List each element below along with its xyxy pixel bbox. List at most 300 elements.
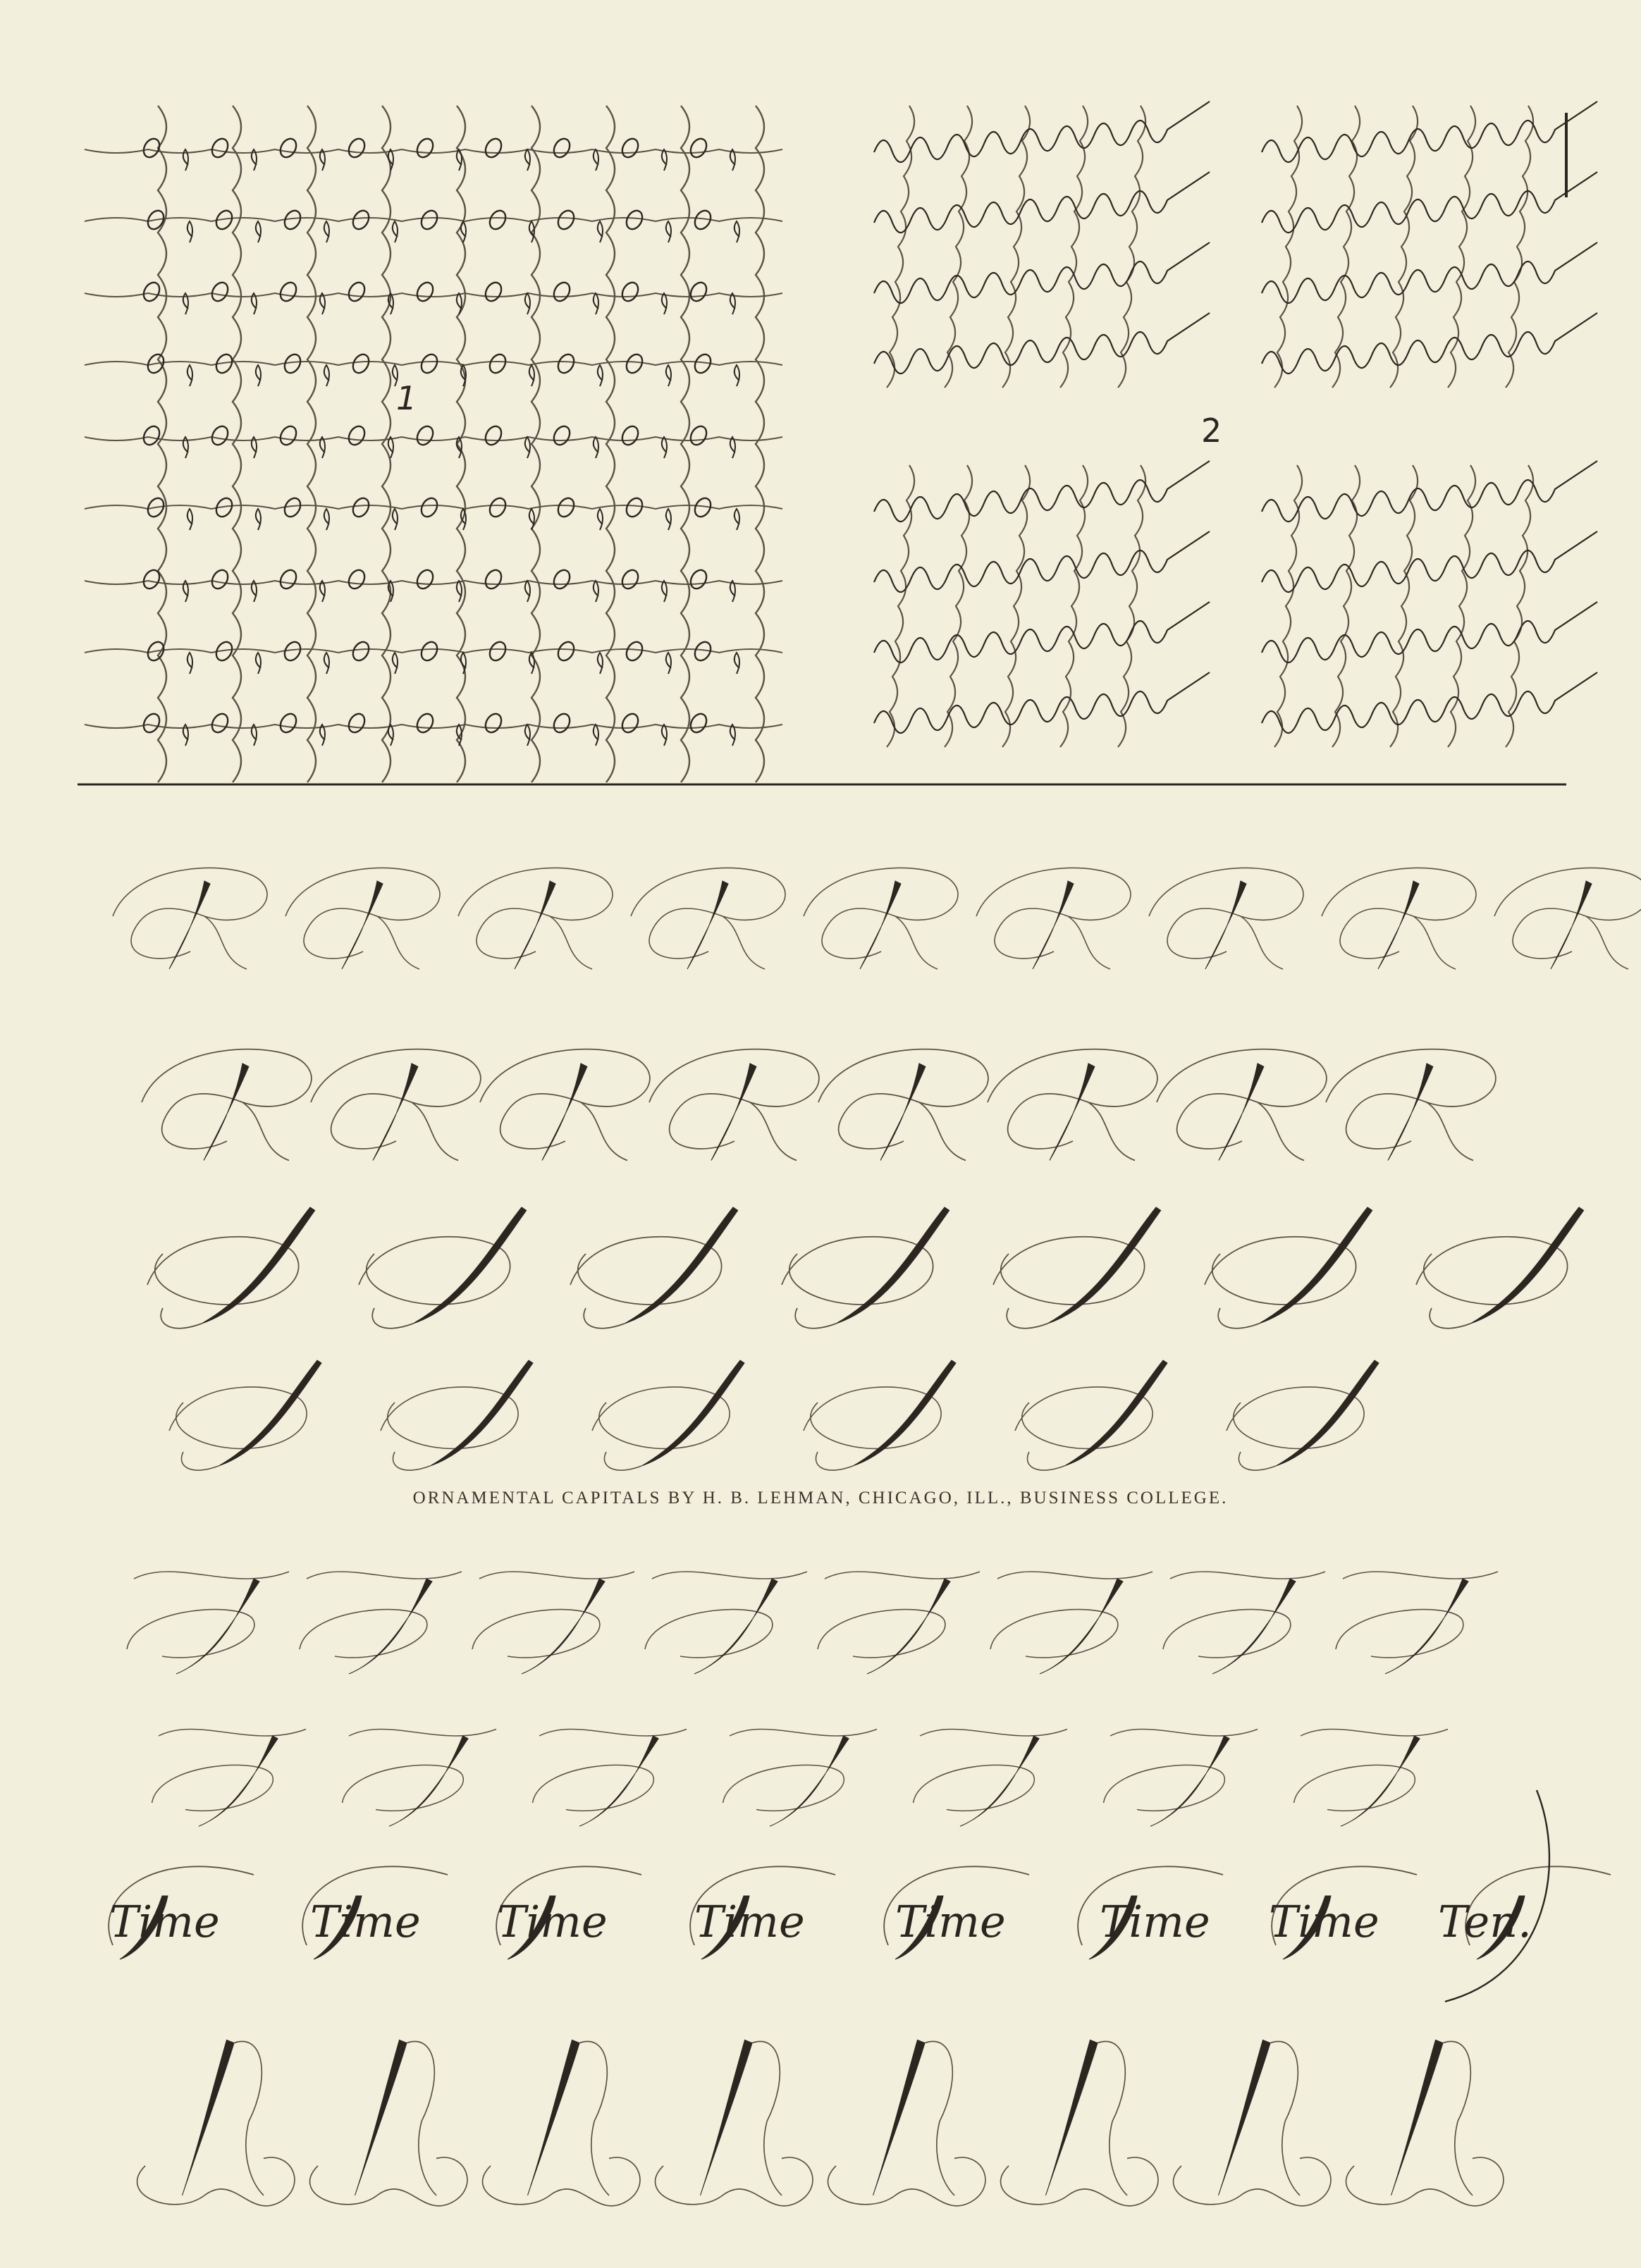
ornamental-capital	[804, 1360, 956, 1470]
practice-oval	[482, 424, 504, 448]
slant-stroke	[1390, 465, 1418, 747]
loop-stroke	[324, 653, 329, 674]
practice-oval	[277, 711, 299, 735]
practice-oval	[350, 208, 371, 232]
practice-word: Time	[895, 1896, 1006, 1947]
shaded-stem	[183, 2040, 235, 2196]
loop-stroke	[525, 437, 530, 458]
tail-stroke	[816, 1452, 853, 1470]
practice-oval	[350, 352, 371, 376]
practice-oval	[486, 639, 508, 663]
ornamental-capital	[1322, 868, 1476, 969]
tail-stroke	[1239, 1452, 1276, 1470]
loop-stroke	[529, 365, 534, 386]
ornamental-capital	[137, 2040, 295, 2206]
practice-oval	[209, 136, 231, 160]
loop-stroke	[594, 437, 598, 458]
practice-oval	[140, 280, 162, 304]
return-stroke	[579, 2042, 609, 2195]
flourish-loop	[1205, 1237, 1356, 1305]
shaded-stem	[1551, 881, 1592, 969]
shaded-stem	[1150, 1736, 1229, 1826]
loop-stroke	[393, 221, 398, 242]
ornamental-capital	[1294, 1730, 1449, 1827]
ornamental-capital	[914, 1730, 1068, 1827]
cap-stroke	[920, 1730, 1067, 1737]
connected-letters-stroke	[874, 172, 1210, 233]
shaded-stem	[770, 1736, 849, 1826]
practice-oval	[692, 495, 713, 519]
practice-oval	[551, 424, 572, 448]
practice-oval	[418, 639, 440, 663]
leg-stroke	[1427, 1102, 1473, 1161]
ornamental-capital	[988, 1049, 1157, 1161]
ornamental-capital	[631, 868, 785, 969]
loop-stroke	[730, 581, 735, 602]
practice-oval	[619, 136, 641, 160]
practice-oval	[281, 495, 303, 519]
flourish-loop	[1294, 1765, 1415, 1811]
loop-stroke	[324, 221, 329, 242]
flourish-loop	[1336, 1610, 1463, 1658]
shaded-stem	[176, 1579, 259, 1674]
wavy-vertical-stroke	[233, 106, 241, 782]
ornamental-capital	[533, 1730, 687, 1827]
slant-stroke	[945, 106, 972, 388]
shaded-stem	[711, 1064, 756, 1161]
loop-stroke	[525, 725, 530, 746]
cap-stroke	[159, 1730, 306, 1737]
ornamental-capital	[1001, 2040, 1158, 2206]
capitals-row-6	[152, 1730, 1449, 1827]
practice-oval	[350, 495, 371, 519]
cap-stroke	[349, 1730, 496, 1737]
connected-letters-stroke	[874, 461, 1210, 522]
flourish-loop	[1163, 1610, 1291, 1658]
loop-stroke	[188, 509, 192, 530]
ornamental-capital	[169, 1360, 321, 1470]
cap-stroke	[1301, 1730, 1448, 1737]
flourish-loop	[142, 1049, 312, 1149]
shaded-stem	[880, 1064, 926, 1161]
connected-letters-stroke	[874, 672, 1210, 733]
practice-oval	[692, 208, 713, 232]
shaded-stem	[528, 2040, 580, 2196]
loop-stroke	[666, 365, 671, 386]
flourish-loop	[1104, 1765, 1225, 1811]
ornamental-capital	[1149, 868, 1303, 969]
letter-block	[874, 461, 1210, 747]
ornamental-capital	[1157, 1049, 1327, 1161]
slant-stroke	[1002, 106, 1030, 388]
ornamental-capital	[570, 1207, 738, 1329]
practice-oval	[687, 280, 709, 304]
shaded-stem	[522, 1579, 605, 1674]
ornamental-capital	[1104, 1730, 1258, 1827]
flourish-loop	[1157, 1049, 1327, 1149]
loop-stroke	[735, 509, 739, 530]
shaded-stem	[204, 1064, 249, 1161]
wavy-vertical-stroke	[382, 106, 391, 782]
ornamental-capital	[480, 1049, 650, 1161]
leg-stroke	[750, 1102, 797, 1161]
time-practice-row	[0, 1896, 1641, 1980]
ornamental-capital	[656, 2040, 813, 2206]
loop-stroke	[594, 725, 598, 746]
tail-stroke	[1027, 1452, 1064, 1470]
shaded-stem	[873, 2040, 926, 2196]
practice-oval	[619, 711, 641, 735]
practice-oval	[692, 639, 713, 663]
loop-stroke	[598, 365, 603, 386]
cap-stroke	[134, 1572, 289, 1579]
loop-stroke	[256, 365, 261, 386]
ornamental-capital	[310, 2040, 467, 2206]
figure-1-label: 1	[396, 379, 417, 417]
shaded-stem	[1276, 1360, 1379, 1466]
shaded-stem	[960, 1736, 1039, 1826]
cap-stroke	[1170, 1572, 1325, 1579]
flourish-loop	[782, 1237, 933, 1305]
loop-stroke	[598, 509, 603, 530]
loop-stroke	[188, 365, 192, 386]
loop-stroke	[666, 509, 671, 530]
shaded-stem	[515, 881, 555, 969]
practice-word: Time	[310, 1896, 421, 1947]
cap-stroke	[825, 1572, 980, 1579]
loop-stroke	[324, 509, 329, 530]
wavy-vertical-stroke	[606, 106, 615, 782]
flourish-loop	[285, 868, 440, 959]
connected-letters-stroke	[874, 242, 1210, 303]
connected-letters-stroke	[874, 531, 1210, 592]
loop-stroke	[594, 149, 598, 171]
shaded-stem	[701, 2040, 753, 2196]
tail-stroke	[1218, 1308, 1259, 1329]
practice-word: Time	[694, 1896, 805, 1947]
tail-stroke	[161, 1308, 202, 1329]
flourish-loop	[127, 1610, 254, 1658]
leg-stroke	[412, 1102, 458, 1161]
leg-stroke	[1413, 916, 1456, 969]
shaded-stem	[1047, 1207, 1161, 1324]
ornamental-capital	[152, 1730, 307, 1827]
flourish-loop	[311, 1049, 481, 1149]
flourish-loop	[310, 2157, 467, 2206]
practice-oval	[140, 136, 162, 160]
letter-block	[874, 101, 1210, 388]
loop-stroke	[388, 725, 393, 746]
letter-block	[1262, 101, 1597, 388]
shaded-stem	[1212, 1579, 1296, 1674]
practice-oval	[345, 136, 367, 160]
ornamental-capital	[285, 868, 440, 969]
loop-stroke	[598, 221, 603, 242]
connected-letters-stroke	[1262, 172, 1597, 233]
loop-stroke	[662, 149, 667, 171]
horizontal-guide-stroke	[85, 581, 782, 584]
flourish-loop	[137, 2157, 295, 2206]
shaded-stem	[1050, 1064, 1095, 1161]
ornamental-capital	[723, 1730, 878, 1827]
practice-oval	[281, 639, 303, 663]
slant-stroke	[1390, 106, 1418, 388]
tail-stroke	[372, 1308, 413, 1329]
ornamental-capital	[782, 1207, 949, 1329]
practice-oval	[418, 352, 440, 376]
loop-stroke	[735, 365, 739, 386]
loop-stroke	[662, 293, 667, 314]
practice-word: Time	[1269, 1896, 1379, 1947]
shaded-stem	[1470, 1207, 1584, 1324]
connected-letters-stroke	[874, 602, 1210, 662]
loop-stroke	[256, 221, 261, 242]
flourish-loop	[828, 2157, 985, 2206]
flourish-loop	[976, 868, 1131, 959]
practice-oval	[482, 567, 504, 591]
ornamental-capital	[1326, 1049, 1496, 1161]
cap-stroke	[1343, 1572, 1498, 1579]
practice-oval	[551, 136, 572, 160]
leg-stroke	[1088, 1102, 1135, 1161]
loop-stroke	[598, 653, 603, 674]
flourish-loop	[483, 2157, 640, 2206]
practice-oval	[555, 639, 577, 663]
horizontal-guide-stroke	[85, 149, 782, 153]
practice-oval	[414, 567, 436, 591]
practice-oval	[418, 495, 440, 519]
connected-letters-stroke	[1262, 461, 1597, 522]
practice-oval	[209, 280, 231, 304]
practice-oval	[414, 280, 436, 304]
ornamental-capital	[1227, 1360, 1379, 1470]
capitals-row-4	[169, 1360, 1379, 1470]
ornamental-capital	[472, 1572, 634, 1674]
shaded-stem	[1378, 881, 1419, 969]
flourish-loop	[804, 1387, 941, 1448]
flourish-loop	[1015, 1387, 1153, 1448]
ornamental-capital	[458, 868, 613, 969]
ornamental-capital	[1205, 1207, 1372, 1329]
shaded-stem	[1385, 1579, 1468, 1674]
loop-stroke	[662, 725, 667, 746]
flourish-loop	[570, 1237, 722, 1305]
ornamental-capital	[828, 2040, 985, 2206]
letter-block	[1262, 461, 1597, 747]
flourish-loop	[818, 1049, 988, 1149]
wavy-vertical-stroke	[307, 106, 316, 782]
tail-stroke	[584, 1308, 625, 1329]
wavy-vertical-stroke	[681, 106, 689, 782]
capitals-row-1	[113, 868, 1641, 969]
shaded-stem	[1219, 2040, 1271, 2196]
connected-letters-stroke	[1262, 531, 1597, 592]
ornamental-capital	[1416, 1207, 1584, 1329]
flourish-loop	[723, 1765, 844, 1811]
practice-oval	[482, 136, 504, 160]
practice-oval	[345, 280, 367, 304]
loop-stroke	[735, 221, 739, 242]
connected-letters-stroke	[1262, 313, 1597, 374]
ornamental-capital	[1015, 1360, 1167, 1470]
practice-oval	[687, 424, 709, 448]
flourish-loop	[1322, 868, 1476, 959]
cap-stroke	[479, 1572, 634, 1579]
slant-stroke	[1002, 465, 1030, 747]
ornamental-capital	[1174, 2040, 1331, 2206]
wavy-vertical-stroke	[531, 106, 540, 782]
shaded-stem	[430, 1360, 533, 1466]
slant-stroke	[1332, 465, 1360, 747]
flourish-loop	[147, 1237, 299, 1305]
loop-stroke	[662, 437, 667, 458]
shaded-stem	[169, 881, 210, 969]
practice-oval	[140, 567, 162, 591]
ornamental-capital	[645, 1572, 807, 1674]
leg-stroke	[919, 1102, 966, 1161]
flourish-loop	[990, 1610, 1118, 1658]
return-stroke	[1443, 2042, 1473, 2195]
shaded-stem	[413, 1207, 527, 1324]
slant-stroke	[1332, 106, 1360, 388]
ornamental-capital	[142, 1049, 312, 1161]
practice-oval	[551, 280, 572, 304]
return-stroke	[925, 2042, 954, 2195]
leg-stroke	[723, 916, 765, 969]
shaded-stem	[389, 1736, 468, 1826]
practice-oval	[277, 424, 299, 448]
ornamental-capital	[300, 1572, 462, 1674]
practice-oval	[555, 208, 577, 232]
slant-stroke	[1506, 106, 1533, 388]
flourish-loop	[1326, 1049, 1496, 1149]
practice-oval	[623, 639, 645, 663]
practice-oval	[345, 567, 367, 591]
flourish-loop	[381, 1387, 518, 1448]
leg-stroke	[550, 916, 592, 969]
flourish-loop	[1494, 868, 1641, 959]
shaded-stem	[202, 1207, 315, 1324]
shaded-stem	[1391, 2040, 1444, 2196]
flourish-loop	[645, 1610, 773, 1658]
capitals-row-2	[142, 1049, 1496, 1161]
ornamental-capital	[1346, 2040, 1504, 2206]
ornamental-capital	[818, 1049, 988, 1161]
practice-oval	[555, 495, 577, 519]
practice-oval	[623, 208, 645, 232]
practice-oval	[619, 567, 641, 591]
loop-stroke	[188, 653, 192, 674]
practice-word: Time	[109, 1896, 220, 1947]
practice-word: Ten.	[1438, 1896, 1532, 1947]
loop-stroke	[324, 365, 329, 386]
flourish-loop	[1149, 868, 1303, 959]
practice-oval	[687, 711, 709, 735]
tail-stroke	[604, 1452, 641, 1470]
practice-oval	[486, 495, 508, 519]
shaded-stem	[694, 1579, 778, 1674]
shaded-stem	[1259, 1207, 1372, 1324]
practice-oval	[482, 711, 504, 735]
connected-letters-stroke	[1262, 672, 1597, 733]
shaded-stem	[1388, 1064, 1433, 1161]
slant-stroke	[1506, 465, 1533, 747]
shaded-stem	[1341, 1736, 1420, 1826]
shaded-stem	[349, 1579, 432, 1674]
flourish-loop	[592, 1387, 730, 1448]
return-stroke	[234, 2042, 264, 2195]
shaded-stem	[836, 1207, 949, 1324]
shaded-stem	[867, 1579, 950, 1674]
flourish-loop	[533, 1765, 654, 1811]
loop-stroke	[662, 581, 667, 602]
practice-word: Time	[497, 1896, 608, 1947]
practice-oval	[281, 352, 303, 376]
flourish-loop	[343, 1765, 464, 1811]
practice-oval	[350, 639, 371, 663]
return-stroke	[1098, 2042, 1127, 2195]
practice-oval	[551, 567, 572, 591]
tail-stroke	[1007, 1308, 1047, 1329]
practice-oval	[277, 280, 299, 304]
cap-stroke	[1110, 1730, 1258, 1737]
shaded-stem	[687, 881, 728, 969]
practice-oval	[140, 711, 162, 735]
practice-word: Time	[1100, 1896, 1210, 1947]
practice-oval	[281, 208, 303, 232]
ornamental-capital	[127, 1572, 289, 1674]
loop-stroke	[256, 509, 261, 530]
wavy-vertical-stroke	[756, 106, 764, 782]
loop-stroke	[525, 581, 530, 602]
practice-oval	[414, 136, 436, 160]
flourish-loop	[804, 868, 958, 959]
flourish-loop	[656, 2157, 813, 2206]
plate-caption: ORNAMENTAL CAPITALS BY H. B. LEHMAN, CHICAGO, ILL., BUSINESS COLLEGE.	[412, 1489, 1229, 1508]
flourish-loop	[458, 868, 613, 959]
practice-oval	[209, 711, 231, 735]
capitals-row-5	[127, 1572, 1498, 1674]
flourish-loop	[1346, 2157, 1504, 2206]
practice-oval	[277, 567, 299, 591]
tail-stroke	[393, 1452, 430, 1470]
ornamental-capital	[592, 1360, 744, 1470]
practice-oval	[345, 424, 367, 448]
flourish-loop	[818, 1610, 945, 1658]
loop-stroke	[393, 509, 398, 530]
loop-stroke	[730, 437, 735, 458]
ornamental-capital	[1494, 868, 1641, 969]
flourish-loop	[472, 1610, 600, 1658]
shaded-stem	[1046, 2040, 1098, 2196]
leg-stroke	[377, 916, 419, 969]
flourish-loop	[631, 868, 785, 959]
practice-oval	[213, 639, 235, 663]
ornamental-capital	[483, 2040, 640, 2206]
leg-stroke	[581, 1102, 627, 1161]
practice-oval	[551, 711, 572, 735]
return-stroke	[407, 2042, 436, 2195]
loop-stroke	[188, 221, 192, 242]
horizontal-guide-stroke	[85, 725, 782, 728]
shaded-stem	[342, 881, 383, 969]
cap-stroke	[997, 1572, 1153, 1579]
flourish-loop	[359, 1237, 510, 1305]
practice-oval	[414, 711, 436, 735]
loop-stroke	[256, 653, 261, 674]
cap-stroke	[652, 1572, 807, 1579]
tail-stroke	[795, 1308, 836, 1329]
